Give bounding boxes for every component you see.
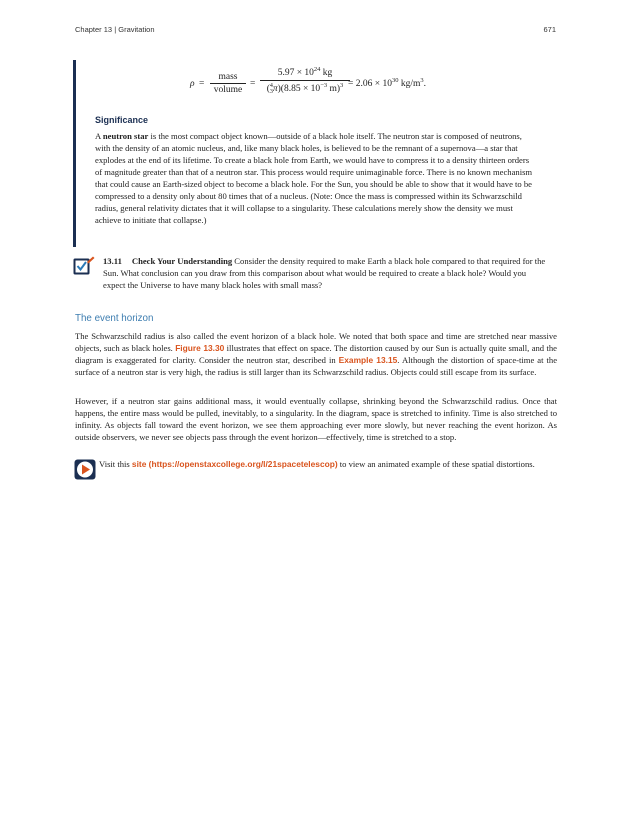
mass-over-volume (210, 72, 246, 95)
numerator-exponent: 24 (313, 66, 321, 73)
significance-paragraph (95, 130, 538, 226)
numerator-mantissa: 5.97 × 10 (277, 68, 314, 78)
result-unit: kg/m (398, 79, 421, 89)
check-understanding-icon (73, 256, 95, 276)
fraction-bar-1 (210, 83, 246, 84)
den-close-paren: ) (336, 84, 341, 95)
media-post: to view an animated example of these spatial distortions. (337, 459, 535, 469)
significance-heading: Significance (95, 115, 149, 125)
header-separator: | (114, 25, 117, 34)
four: 4 (269, 83, 273, 89)
mass-label: mass (218, 72, 238, 82)
result-period: . (423, 79, 426, 89)
den-open-paren: ( (266, 84, 270, 95)
media-play-icon (74, 459, 96, 480)
result-mantissa: 2.06 × 10 (355, 79, 392, 89)
equals-2: = (250, 79, 256, 89)
p1-part-c: . Although the distortion of space-time at the surface of a neutron star is very high, the radius is still larger than its Schwarzschild radius. Objects could still escape from its surface. (75, 355, 558, 378)
figure-link[interactable]: Figure 13.30 (175, 343, 225, 354)
three: 3 (269, 89, 273, 95)
density-formula (190, 68, 450, 108)
equals-3: = (348, 79, 354, 89)
media-link-text (99, 458, 547, 470)
rho-symbol: ρ (190, 79, 195, 89)
cyu-body: Consider the density required to make Earth a black hole compared to that required for the Sun. What conclusion can you draw from this comparison about what would be required to create a black hole? Would you expect the Universe to have many black holes with small mass? (103, 256, 546, 291)
volume-label: volume (213, 85, 243, 95)
result-exponent: 30 (391, 77, 399, 84)
event-horizon-paragraph-2: However, if a neutron star gains additional mass, it would eventually collapse, shrinking beyond the Schwarzschild radius. Once that happens, the entire mass would be pulled, inevitably, to a singularity. In the diagram, space is stretched to infinity. Time is also stretched to infinity. As objects fall toward the event horizon, we see them approaching ever more slowly, but never reaching the event horizon. As outside observers, we never see objects pass through the event horizon—effectively, time is stretched to a stop. (75, 396, 557, 443)
den-unit: m (327, 84, 337, 95)
sig-pre: A (95, 131, 103, 141)
section-label: Gravitation (118, 25, 155, 34)
numeric-fraction (260, 68, 350, 95)
page-number: 671 (543, 25, 556, 34)
media-pre: Visit this (99, 459, 132, 469)
section-heading: The event horizon (75, 313, 154, 324)
result-unit-exponent: 3 (420, 77, 424, 84)
chapter-label: Chapter 13 (75, 25, 113, 34)
p1-part-b: illustrates that effect on space. The distortion caused by our Sun is actually quite small, and the diagram is exaggerated for clarity. Consider the neutron star, described in (75, 343, 557, 366)
den-power: 3 (340, 82, 344, 90)
denominator (260, 83, 350, 95)
formula-result (348, 79, 426, 89)
cyu-title: Check Your Understanding (131, 256, 233, 266)
example-link[interactable]: Example 13.15 (338, 355, 398, 366)
event-horizon-paragraph-1 (75, 330, 557, 378)
den-exponent: −3 (320, 82, 328, 90)
neutron-star-term: neutron star (102, 131, 149, 141)
pi-symbol: π (272, 84, 278, 95)
running-header (75, 25, 155, 34)
site-link[interactable]: site (https://openstaxcollege.org/l/21spacetelescop) (131, 459, 338, 469)
den-radius: )(8.85 × 10 (277, 84, 321, 95)
check-understanding-text (103, 255, 548, 291)
p1-part-a: The Schwarzschild radius is also called the event horizon of a black hole. We noted that both space and time are stretched near massive objects, such as black holes. (75, 331, 557, 354)
equals-1: = (199, 79, 205, 89)
numerator-unit: kg (320, 68, 333, 78)
sig-body: is the most compact object known—outside of a black hole itself. The neutron star is composed of neutrons, with the density of an atomic nucleus, and, like many black holes, is believed to be the remnant of a supernova—a star that explodes at the end of its lifetime. To create a black hole from Earth, we would have to compress it to a density thirteen orders of magnitude greater than that of a neutron star. This process would require unimaginable force. There is no known mechanism that could cause an Earth-sized object to become a black hole. For the Sun, you should be able to show that it would have to be compressed to a density only about 80 times that of a nucleus. (Note: Once the mass is compressed within its Schwarzschild radius, general relativity dictates that it will collapse to a singularity. These calculations merely show the density we must achieve to initiate that collapse.) (95, 131, 533, 226)
example-side-rule (73, 60, 76, 247)
cyu-number: 13.11 (103, 256, 122, 266)
numerator (260, 68, 350, 78)
fraction-bar-2 (260, 80, 350, 81)
